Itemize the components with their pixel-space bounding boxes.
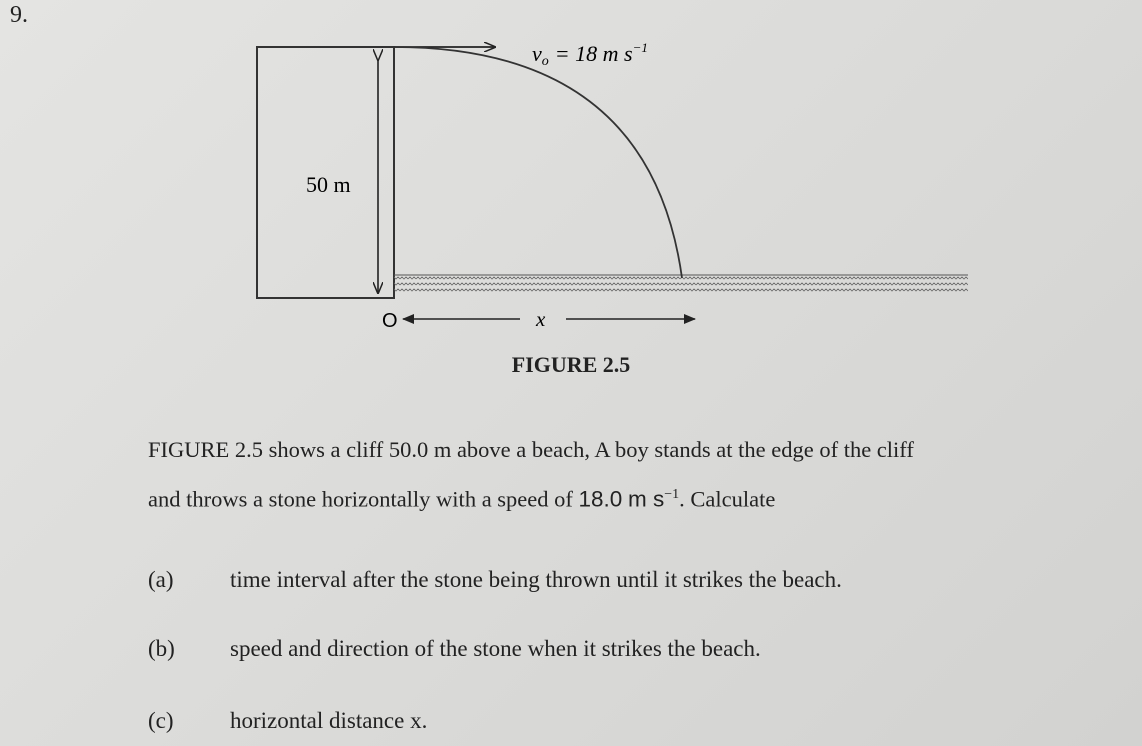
part-b-text: speed and direction of the stone when it strikes the beach. xyxy=(230,636,761,661)
figure-caption: FIGURE 2.5 xyxy=(511,352,631,377)
origin-label: O xyxy=(382,310,398,332)
height-label: 50 m xyxy=(306,172,351,197)
trajectory-curve xyxy=(394,47,682,278)
part-a-label: (a) xyxy=(148,567,174,592)
problem-line-1: FIGURE 2.5 shows a cliff 50.0 m above a beach, A boy stands at the edge of the cliff xyxy=(148,437,914,462)
part-c-text: horizontal distance x. xyxy=(230,708,428,733)
projectile-figure xyxy=(0,0,1142,346)
part-b-label: (b) xyxy=(148,636,175,661)
part-c-label: (c) xyxy=(148,708,174,733)
speed-value: 18.0 xyxy=(578,486,623,512)
question-number: 9. xyxy=(10,2,28,28)
beach-surface xyxy=(394,275,968,292)
problem-line-2: and throws a stone horizontally with a speed of 18.0 m $s^{-1}$. Calculate xyxy=(148,486,776,512)
velocity-label: vo = 18 m $s^{-1}$ xyxy=(532,40,648,69)
distance-label: x xyxy=(536,307,546,331)
part-a-text: time interval after the stone being thrown until it strikes the beach. xyxy=(230,567,842,592)
